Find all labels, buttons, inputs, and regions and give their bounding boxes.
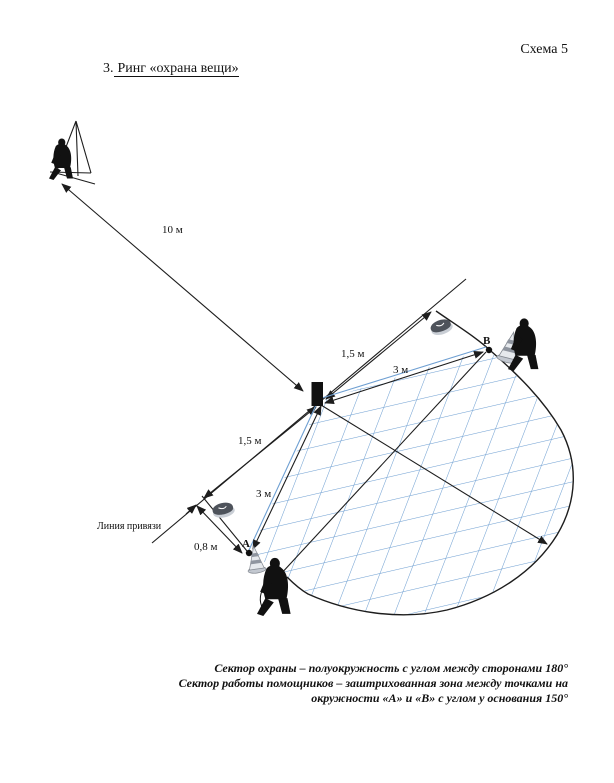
point-a-label: А: [242, 538, 250, 550]
title-text: Ринг «охрана вещи»: [114, 61, 239, 77]
point-b-label: В: [483, 335, 491, 347]
title-number: 3.: [103, 61, 114, 76]
label-1-5m-bottom: 1,5 м: [238, 435, 262, 447]
label-3m-bottom: 3 м: [256, 488, 272, 500]
tether-post: [312, 382, 324, 406]
caption-line-2: Сектор работы помощников – заштрихованная зона между точками на: [178, 676, 568, 690]
label-1-5m-top: 1,5 м: [341, 348, 365, 360]
figure-caption: [138, 661, 568, 706]
distance-line-10m: [62, 184, 303, 391]
tether-line-arrow: [186, 505, 196, 514]
label-tether-line: Линия привязи: [97, 521, 162, 532]
point-a-dot: [246, 550, 252, 556]
caption-line-3: окружности «А» и «В» с углом у основания 150°: [311, 691, 568, 705]
label-3m-top: 3 м: [393, 364, 409, 376]
label-0-8m: 0,8 м: [194, 541, 218, 553]
point-b-dot: [486, 347, 492, 353]
guarded-item-top: [429, 317, 454, 338]
caption-line-1: Сектор охраны – полуокружность с углом между сторонами 180°: [214, 661, 568, 675]
guarded-item-bottom: [211, 501, 236, 520]
scheme-number: Схема 5: [520, 42, 568, 57]
label-10m: 10 м: [162, 224, 183, 236]
handler-figure: [49, 138, 73, 180]
